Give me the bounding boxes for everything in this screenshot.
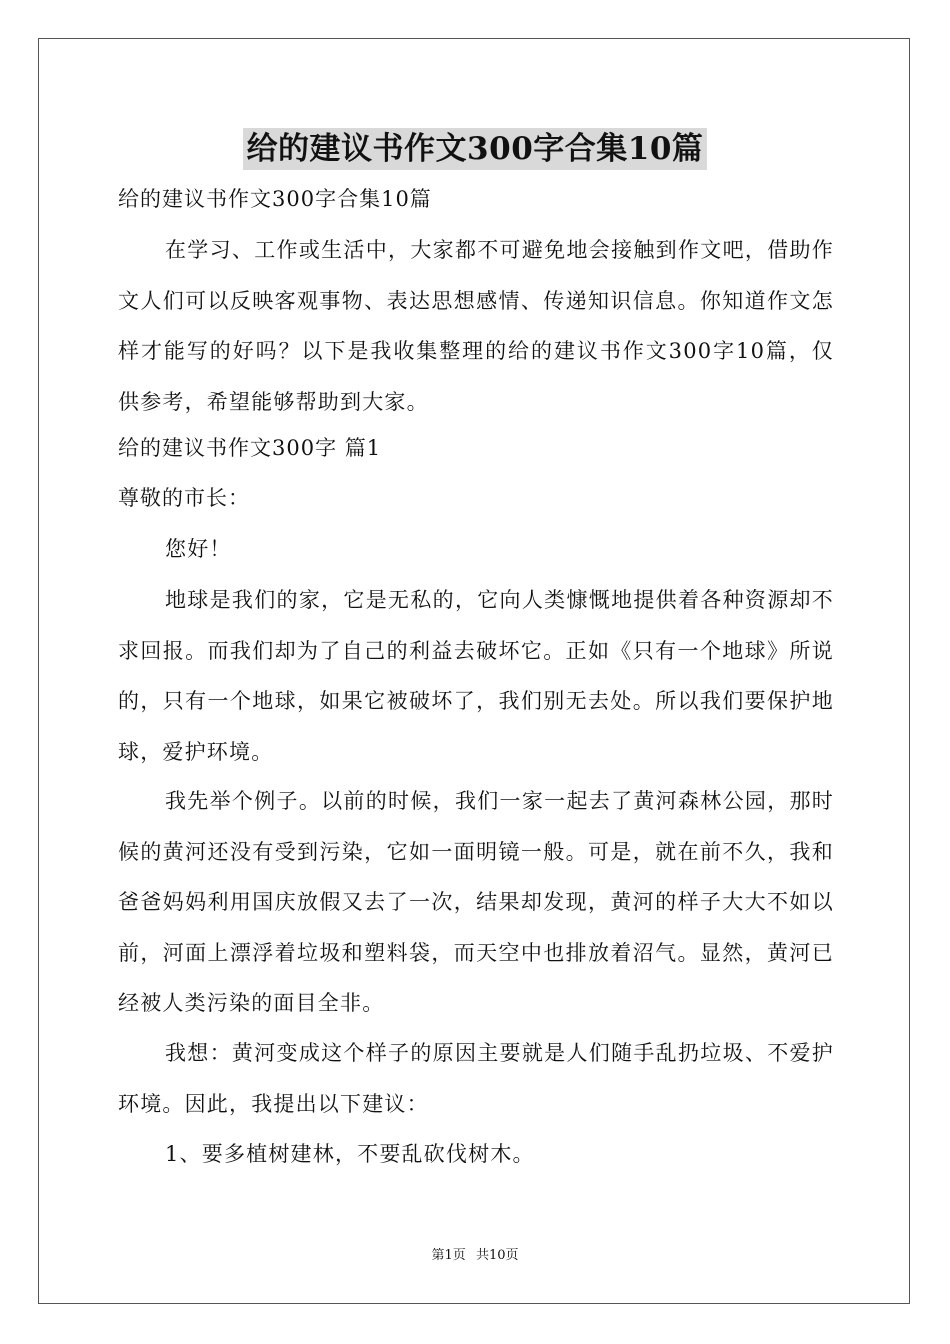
document-subtitle: 给的建议书作文300字合集10篇 [118,187,432,211]
page-total: 共10页 [475,1248,519,1263]
salutation: 尊敬的市长： [118,486,250,510]
greeting: 您好！ [165,537,232,561]
section-heading: 给的建议书作文300字 篇1 [118,436,382,460]
intro-paragraph: 在学习、工作或生活中，大家都不可避免地会接触到作文吧，借助作文人们可以反映客观事物、表达思想感情、传递知识信息。你知道作文怎样才能写的好吗？以下是我收集整理的给的建议书作文300字10篇，仅供参考，希望能够帮助到大家。 [118,238,834,414]
body-paragraph-2: 我先举个例子。以前的时候，我们一家一起去了黄河森林公园，那时候的黄河还没有受到污染，它如一面明镜一般。可是，就在前不久，我和爸爸妈妈利用国庆放假又去了一次，结果却发现，黄河的样子大大不如以前，河面上漂浮着垃圾和塑料袋，而天空中也排放着沼气。显然，黄河已经被人类污染的面目全非。 [118,789,834,1015]
body-paragraph-4: 1、要多植树建林，不要乱砍伐树木。 [165,1142,535,1166]
title-container [0,128,950,170]
page-number: 第1页 [431,1248,466,1263]
body-paragraph-1: 地球是我们的家，它是无私的，它向人类慷慨地提供着各种资源却不求回报。而我们却为了自己的利益去破坏它。正如《只有一个地球》所说的，只有一个地球，如果它被破坏了，我们别无去处。所以我们要保护地球，爱护环境。 [118,588,834,764]
document-title: 给的建议书作文300字合集10篇 [243,128,708,170]
page-footer [0,1247,950,1265]
body-paragraph-3: 我想：黄河变成这个样子的原因主要就是人们随手乱扔垃圾、不爱护环境。因此，我提出以下建议： [118,1041,834,1116]
